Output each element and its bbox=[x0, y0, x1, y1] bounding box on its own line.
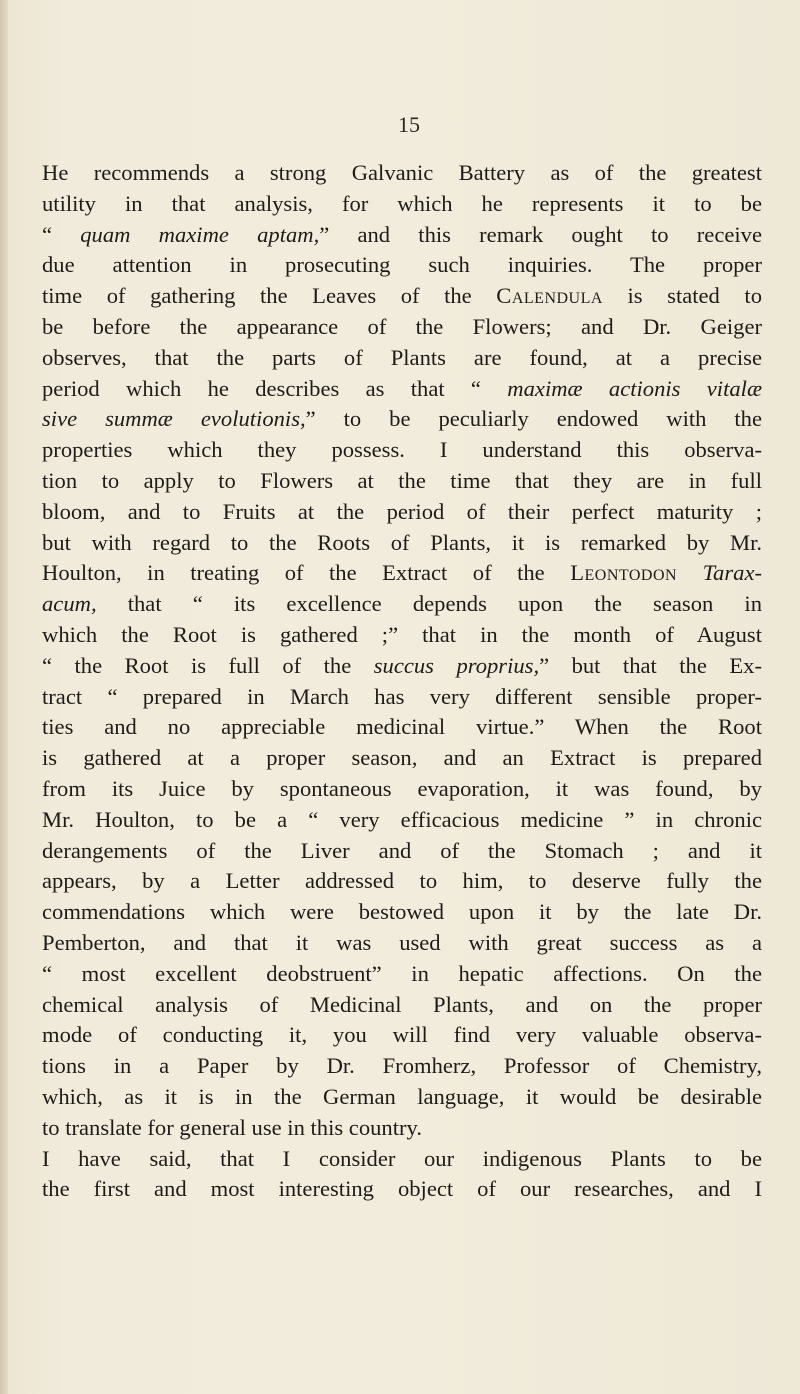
text-run: tions in a Paper by Dr. Fromherz, Professor of Chemistry, bbox=[42, 1053, 762, 1079]
text-run: commendations which were bestowed upon it by the late Dr. bbox=[42, 899, 762, 925]
text-run: which, as it is in the German language, it would be desirable bbox=[42, 1083, 762, 1109]
text-line bbox=[42, 281, 762, 312]
text-line bbox=[42, 528, 762, 559]
text-line bbox=[42, 497, 762, 528]
text-line bbox=[42, 990, 762, 1021]
text-line bbox=[42, 158, 762, 189]
body-text bbox=[42, 158, 762, 1205]
italic-text: maximæ actionis vitalæ bbox=[507, 375, 763, 401]
text-run: from its Juice by spontaneous evaporation, it was found, by bbox=[42, 775, 762, 801]
text-run: is stated to bbox=[602, 283, 762, 309]
text-line bbox=[42, 897, 762, 928]
text-run: the first and most interesting object of our researches, and I bbox=[42, 1176, 762, 1202]
text-line bbox=[42, 1174, 762, 1205]
text-line bbox=[42, 466, 762, 497]
text-run: bloom, and to Fruits at the period of their perfect maturity ; bbox=[42, 498, 762, 524]
text-run: is gathered at a proper season, and an Extract is prepared bbox=[42, 745, 762, 771]
text-run: ” to be peculiarly endowed with the bbox=[305, 406, 762, 432]
text-run: Pemberton, and that it was used with great success as a bbox=[42, 929, 762, 955]
text-line bbox=[42, 189, 762, 220]
italic-text: Tarax- bbox=[702, 560, 762, 586]
text-line bbox=[42, 774, 762, 805]
small-caps-text: Leontodon bbox=[570, 560, 678, 586]
text-run: chemical analysis of Medicinal Plants, and on the proper bbox=[42, 991, 762, 1017]
text-run: which the Root is gathered ;” that in the month of August bbox=[42, 621, 762, 647]
small-caps-text: Calendula bbox=[496, 283, 603, 309]
text-run: observes, that the parts of Plants are found, at a precise bbox=[42, 344, 762, 370]
text-line bbox=[42, 250, 762, 281]
text-run: period which he describes as that “ bbox=[42, 375, 508, 401]
text-run: appears, by a Letter addressed to him, to deserve fully the bbox=[42, 868, 762, 894]
text-line bbox=[42, 712, 762, 743]
text-line bbox=[42, 1051, 762, 1082]
text-run: be before the appearance of the Flowers; and Dr. Geiger bbox=[42, 313, 762, 339]
text-run bbox=[677, 560, 702, 585]
text-line bbox=[42, 404, 762, 435]
text-line bbox=[42, 682, 762, 713]
text-run: “ bbox=[42, 221, 81, 247]
text-run: ” and this remark ought to receive bbox=[319, 221, 762, 247]
text-run: I have said, that I consider our indigenous Plants to be bbox=[42, 1145, 762, 1171]
text-line bbox=[42, 805, 762, 836]
page-number: 15 bbox=[398, 112, 420, 137]
italic-text: succus proprius, bbox=[373, 652, 540, 678]
text-run: derangements of the Liver and of the Stomach ; and it bbox=[42, 837, 762, 863]
text-run: time of gathering the Leaves of the bbox=[42, 283, 497, 309]
italic-text: sive summæ evolutionis, bbox=[42, 406, 306, 432]
text-line bbox=[42, 743, 762, 774]
text-run: ties and no appreciable medicinal virtue.” When the Root bbox=[42, 714, 762, 740]
text-run: that “ its excellence depends upon the season in bbox=[96, 591, 762, 617]
page-spine-shadow bbox=[0, 0, 8, 1394]
text-run: “ most excellent deobstruent” in hepatic affections. On the bbox=[42, 960, 762, 986]
text-line bbox=[42, 1082, 762, 1113]
text-line bbox=[42, 836, 762, 867]
text-run: properties which they possess. I understand this observa- bbox=[42, 437, 762, 463]
text-line bbox=[42, 558, 762, 589]
text-run: Houlton, in treating of the Extract of the bbox=[42, 560, 571, 586]
text-run: ” but that the Ex- bbox=[539, 652, 762, 678]
text-run: but with regard to the Roots of Plants, it is remarked by Mr. bbox=[42, 529, 762, 555]
text-line bbox=[42, 1113, 762, 1144]
text-run: to translate for general use in this country. bbox=[42, 1114, 423, 1140]
text-line bbox=[42, 620, 762, 651]
italic-text: quam maxime aptam, bbox=[80, 221, 320, 247]
text-run: utility in that analysis, for which he represents it to be bbox=[42, 190, 762, 216]
text-line bbox=[42, 866, 762, 897]
text-run: due attention in prosecuting such inquiries. The proper bbox=[42, 252, 762, 278]
text-line bbox=[42, 959, 762, 990]
text-line bbox=[42, 220, 762, 251]
text-run: Mr. Houlton, to be a “ very efficacious medicine ” in chronic bbox=[42, 806, 762, 832]
text-line bbox=[42, 343, 762, 374]
italic-text: acum, bbox=[42, 591, 97, 617]
text-line bbox=[42, 374, 762, 405]
text-run: tion to apply to Flowers at the time that they are in full bbox=[42, 467, 762, 493]
text-run: mode of conducting it, you will find very valuable observa- bbox=[42, 1022, 762, 1048]
text-run: “ the Root is full of the bbox=[42, 652, 374, 678]
text-run: tract “ prepared in March has very different sensible proper- bbox=[42, 683, 762, 709]
text-line bbox=[42, 1020, 762, 1051]
text-line bbox=[42, 928, 762, 959]
text-line bbox=[42, 589, 762, 620]
text-line bbox=[42, 312, 762, 343]
text-line bbox=[42, 651, 762, 682]
text-line bbox=[42, 435, 762, 466]
text-run: He recommends a strong Galvanic Battery as of the greatest bbox=[42, 160, 762, 185]
text-line bbox=[42, 1144, 762, 1175]
